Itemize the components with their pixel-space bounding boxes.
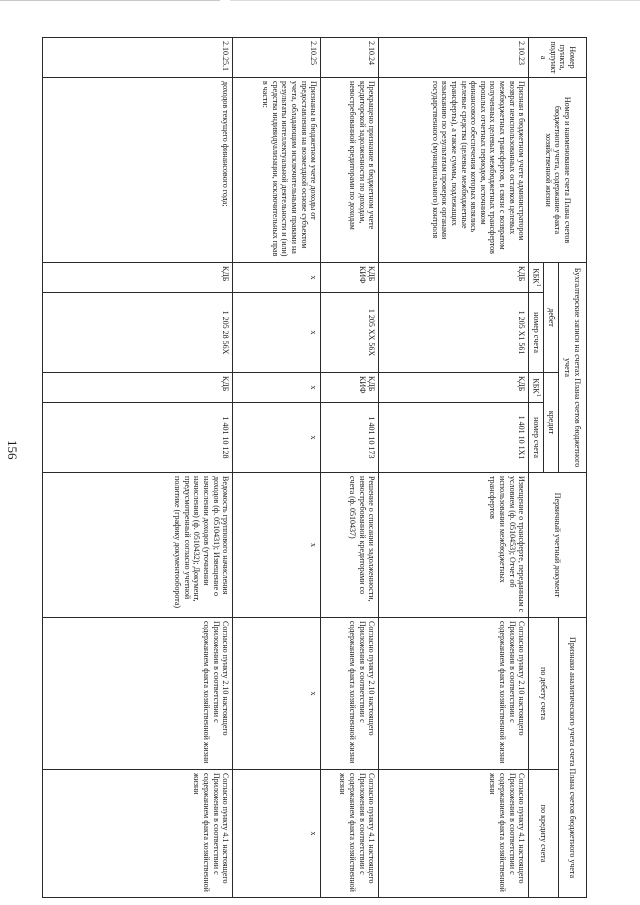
primary-document: Ведомость группового начисления доходов (ф. 0510431); Извещение о начислении доходов (уточнении начисления) (ф. 0510432); Документ, предусмотренный согласно учетной политике (графику документооборота) (43, 473, 233, 618)
table-row (233, 38, 321, 898)
row-number: 2.10.25 (233, 38, 321, 78)
table-row (321, 38, 379, 898)
row-number: 2.10.25.1 (43, 38, 233, 78)
header-debit-kbk: КБК$^1$ (529, 263, 544, 293)
credit-account: 1 401 10 1Х1 (379, 403, 529, 473)
row-number: 2.10.23 (379, 38, 529, 78)
table-row (43, 38, 233, 898)
header-primary-document: Первичный учетный документ (529, 473, 587, 618)
header-debit: дебет (544, 263, 559, 373)
debit-kbk: КДБ (43, 263, 233, 293)
header-credit: кредит (544, 373, 559, 473)
debit-account: 1 205 Х1 561 (379, 293, 529, 373)
debit-account: 1 205 28 56Х (43, 293, 233, 373)
table-row (379, 38, 529, 898)
credit-account: 1 401 10 173 (321, 403, 379, 473)
debit-account: х (233, 293, 321, 373)
analytics-credit: Согласно пункту 4.1 настоящего Приложения в соответствии с содержанием факта хозяйственной жизни (379, 770, 529, 898)
analytics-debit: Согласно пункту 2.10 настоящего Приложения в соответствии с содержанием факта хозяйственной жизни (43, 618, 233, 770)
analytics-debit: х (233, 618, 321, 770)
header-entries: Бухгалтерские записи на счетах Плана счетов бюджетного учета (559, 263, 587, 473)
rotated-page-content (42, 37, 587, 897)
row-number: 2.10.24 (321, 38, 379, 78)
header-credit-account: номер счета (529, 403, 544, 473)
credit-account: х (233, 403, 321, 473)
credit-kbk: х (233, 373, 321, 403)
analytics-debit: Согласно пункту 2.10 настоящего Приложения в соответствии с содержанием факта хозяйственной жизни (321, 618, 379, 770)
header-credit-kbk: КБК$^1$ (529, 373, 544, 403)
credit-account: 1 401 10 128 (43, 403, 233, 473)
scan-edge-line (0, 0, 220, 1)
debit-account: 1 205 ХХ 56Х (321, 293, 379, 373)
header-by-debit: по дебету счета (529, 618, 559, 770)
page-number: 156 (5, 440, 20, 460)
credit-kbk: КДБ КИФ (321, 373, 379, 403)
credit-kbk: КДБ (379, 373, 529, 403)
analytics-credit: Согласно пункту 4.1 настоящего Приложения в соответствии с содержанием факта хозяйственной жизни (43, 770, 233, 898)
header-by-credit: по кредиту счета (529, 770, 559, 898)
header-analytics: Признаки аналитического учета счета Плана счетов бюджетного учета (559, 618, 587, 898)
header-account-name: Номер и наименование счета Плана счетов бюджетного учета, содержание факта хозяйственной жизни (529, 78, 587, 263)
analytics-credit: Согласно пункту 4.1 настоящего Приложения в соответствии с содержанием факта хозяйственной жизни (321, 770, 379, 898)
primary-document: Решение о списании задолженности, невостребованной кредиторами со счета (ф. 0510437) (321, 473, 379, 618)
credit-kbk: КДБ (43, 373, 233, 403)
accounting-table (42, 37, 587, 898)
row-description: Признаны в бюджетном учете доходы от предоставления на возмездной основе субъектом учета, обладающим исключительными правами на результаты интеллектуальной деятельности и (или) средства индивидуализации, исключительных прав в части: (233, 78, 321, 263)
debit-kbk: КДБ (379, 263, 529, 293)
header-item-number: Номер пункта, подпункта (529, 38, 587, 78)
analytics-debit: Согласно пункту 2.10 настоящего Приложения в соответствии с содержанием факта хозяйственной жизни (379, 618, 529, 770)
primary-document: Извещение о трансферте, переданным с условием (ф. 0510453); Отчет об использовании межбюджетных трансфертов (379, 473, 529, 618)
primary-document: х (233, 473, 321, 618)
scan-edge-line (230, 0, 640, 1)
debit-kbk: КДБ КИФ (321, 263, 379, 293)
debit-kbk: х (233, 263, 321, 293)
row-description: Признан в бюджетном учете администратором возврат неиспользованных остатков целевых межбюджетных трансфертов, в связи с возвратом полученных целевых межбюджетных трансфертов прошлых отчетных периодов, источником финансового обеспечения которых являлись целевые средства (целевые межбюджетные трансферты), а также суммы, подлежащих взысканию по результатам проверок органами государственного (муниципального) контроля (379, 78, 529, 263)
row-description: Прекращено признание в бюджетном учете кредиторской задолженности по доходам, невостребованной кредиторами по доходам (321, 78, 379, 263)
row-description: доходов текущего финансового года; (43, 78, 233, 263)
header-debit-account: номер счета (529, 293, 544, 373)
analytics-credit: х (233, 770, 321, 898)
